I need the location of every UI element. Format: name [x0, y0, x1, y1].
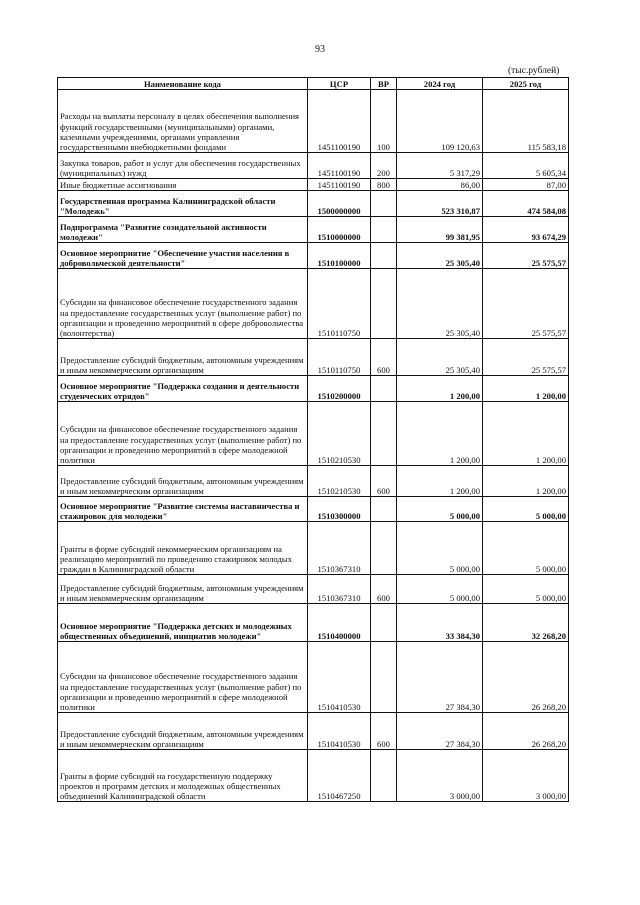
- row-csr: 1510367310: [308, 575, 371, 604]
- row-name: Государственная программа Калининградской области "Молодежь": [58, 191, 308, 217]
- row-2025: 1 200,00: [483, 466, 569, 497]
- row-vr: [371, 376, 397, 402]
- row-name: Основное мероприятие "Обеспечение участия населения в добровольческой деятельности": [58, 243, 308, 269]
- row-vr: 600: [371, 339, 397, 376]
- row-2024: 27 384,30: [397, 713, 483, 750]
- row-2025: 32 268,20: [483, 604, 569, 642]
- row-2024: 1 200,00: [397, 402, 483, 466]
- row-name: Расходы на выплаты персоналу в целях обеспечения выполнения функций государственными (муниципальными) органами, казенными учреждениями, органами управления государственными внебюджетными фондами: [58, 90, 308, 153]
- row-2024: 33 384,30: [397, 604, 483, 642]
- header-name: Наименование кода: [58, 78, 308, 90]
- table-row: [58, 339, 569, 376]
- row-vr: [371, 604, 397, 642]
- row-2024: 25 305,40: [397, 269, 483, 339]
- table-row: [58, 90, 569, 153]
- row-2025: 26 268,20: [483, 713, 569, 750]
- row-vr: [371, 642, 397, 713]
- row-2025: 5 000,00: [483, 497, 569, 522]
- row-name: Гранты в форме субсидий на государственную поддержку проектов и программ детских и молодежных общественных объединений Калининградской области: [58, 750, 308, 802]
- header-2025: 2025 год: [483, 78, 569, 90]
- row-2025: 93 674,29: [483, 217, 569, 243]
- row-vr: 800: [371, 179, 397, 191]
- row-csr: 1510000000: [308, 217, 371, 243]
- row-csr: 1510100000: [308, 243, 371, 269]
- row-2024: 523 310,87: [397, 191, 483, 217]
- table-row: [58, 153, 569, 179]
- row-name: Предоставление субсидий бюджетным, автономным учреждениям и иным некоммерческим организациям: [58, 339, 308, 376]
- table-row: [58, 575, 569, 604]
- row-2025: 87,00: [483, 179, 569, 191]
- row-name: Предоставление субсидий бюджетным, автономным учреждениям и иным некоммерческим организациям: [58, 466, 308, 497]
- table-row: [58, 642, 569, 713]
- row-2025: 5 000,00: [483, 575, 569, 604]
- row-vr: 600: [371, 713, 397, 750]
- row-csr: 1510110750: [308, 339, 371, 376]
- table-row: [58, 269, 569, 339]
- row-2025: 25 575,57: [483, 339, 569, 376]
- header-csr: ЦСР: [308, 78, 371, 90]
- table-row: [58, 179, 569, 191]
- table-row: [58, 750, 569, 802]
- row-2025: 3 000,00: [483, 750, 569, 802]
- row-2024: 25 305,40: [397, 339, 483, 376]
- page-number: 93: [315, 44, 325, 55]
- table-row: [58, 522, 569, 575]
- header-2024: 2024 год: [397, 78, 483, 90]
- table-row: [58, 466, 569, 497]
- row-2024: 86,00: [397, 179, 483, 191]
- row-vr: [371, 217, 397, 243]
- row-2025: 5 000,00: [483, 522, 569, 575]
- table-row: [58, 604, 569, 642]
- row-2025: 26 268,20: [483, 642, 569, 713]
- table-row: [58, 376, 569, 402]
- row-2025: 25 575,57: [483, 269, 569, 339]
- row-csr: 1510110750: [308, 269, 371, 339]
- row-2025: 474 584,08: [483, 191, 569, 217]
- row-vr: 100: [371, 90, 397, 153]
- row-name: Основное мероприятие "Поддержка создания и деятельности студенческих отрядов": [58, 376, 308, 402]
- row-csr: 1500000000: [308, 191, 371, 217]
- row-2024: 5 317,29: [397, 153, 483, 179]
- row-name: Субсидии на финансовое обеспечение государственного задания на предоставление государственных услуг (выполнение работ) по организации и проведению мероприятий в сфере добровольчества (волонтерства): [58, 269, 308, 339]
- row-vr: [371, 402, 397, 466]
- row-vr: [371, 191, 397, 217]
- row-csr: 1510300000: [308, 497, 371, 522]
- row-name: Гранты в форме субсидий некоммерческим организациям на реализацию мероприятий по проведению стажировок молодых граждан в Калининградской области: [58, 522, 308, 575]
- row-2024: 5 000,00: [397, 575, 483, 604]
- row-name: Основное мероприятие "Развитие системы наставничества и стажировок для молодежи": [58, 497, 308, 522]
- row-csr: 1510410530: [308, 713, 371, 750]
- row-vr: 600: [371, 466, 397, 497]
- row-vr: [371, 522, 397, 575]
- table-row: [58, 713, 569, 750]
- row-vr: [371, 243, 397, 269]
- row-csr: 1510410530: [308, 642, 371, 713]
- table-row: [58, 217, 569, 243]
- row-2025: 1 200,00: [483, 402, 569, 466]
- row-2024: 109 120,63: [397, 90, 483, 153]
- row-csr: 1451100190: [308, 153, 371, 179]
- table-row: [58, 497, 569, 522]
- row-csr: 1510367310: [308, 522, 371, 575]
- row-2024: 25 305,40: [397, 243, 483, 269]
- row-2024: 1 200,00: [397, 466, 483, 497]
- row-csr: 1510400000: [308, 604, 371, 642]
- row-vr: [371, 750, 397, 802]
- row-name: Субсидии на финансовое обеспечение государственного задания на предоставление государственных услуг (выполнение работ) по организации и проведению мероприятий в сфере молодежной политики: [58, 402, 308, 466]
- table-row: [58, 402, 569, 466]
- row-csr: 1451100190: [308, 179, 371, 191]
- row-name: Основное мероприятие "Поддержка детских и молодежных общественных объединений, инициатив молодежи": [58, 604, 308, 642]
- row-csr: 1510200000: [308, 376, 371, 402]
- row-name: Закупка товаров, работ и услуг для обеспечения государственных (муниципальных) нужд: [58, 153, 308, 179]
- row-csr: 1451100190: [308, 90, 371, 153]
- budget-table: [57, 77, 569, 802]
- row-name: Субсидии на финансовое обеспечение государственного задания на предоставление государственных услуг (выполнение работ) по организации и проведению мероприятий в сфере молодежной политики: [58, 642, 308, 713]
- row-2025: 1 200,00: [483, 376, 569, 402]
- row-2024: 5 000,00: [397, 497, 483, 522]
- row-name: Предоставление субсидий бюджетным, автономным учреждениям и иным некоммерческим организациям: [58, 575, 308, 604]
- row-2024: 1 200,00: [397, 376, 483, 402]
- row-2025: 115 583,18: [483, 90, 569, 153]
- table-row: [58, 191, 569, 217]
- row-2024: 27 384,30: [397, 642, 483, 713]
- row-vr: 200: [371, 153, 397, 179]
- table-header-row: [58, 78, 569, 90]
- row-csr: 1510467250: [308, 750, 371, 802]
- row-2025: 25 575,57: [483, 243, 569, 269]
- row-csr: 1510210530: [308, 402, 371, 466]
- row-vr: [371, 497, 397, 522]
- table-row: [58, 243, 569, 269]
- row-2024: 3 000,00: [397, 750, 483, 802]
- row-name: Предоставление субсидий бюджетным, автономным учреждениям и иным некоммерческим организациям: [58, 713, 308, 750]
- row-csr: 1510210530: [308, 466, 371, 497]
- row-2024: 5 000,00: [397, 522, 483, 575]
- row-vr: [371, 269, 397, 339]
- row-2025: 5 605,34: [483, 153, 569, 179]
- units-label: (тыс.рублей): [508, 66, 560, 76]
- header-vr: ВР: [371, 78, 397, 90]
- row-vr: 600: [371, 575, 397, 604]
- row-name: Иные бюджетные ассигнования: [58, 179, 308, 191]
- row-name: Подпрограмма "Развитие созидательной активности молодежи": [58, 217, 308, 243]
- row-2024: 99 381,95: [397, 217, 483, 243]
